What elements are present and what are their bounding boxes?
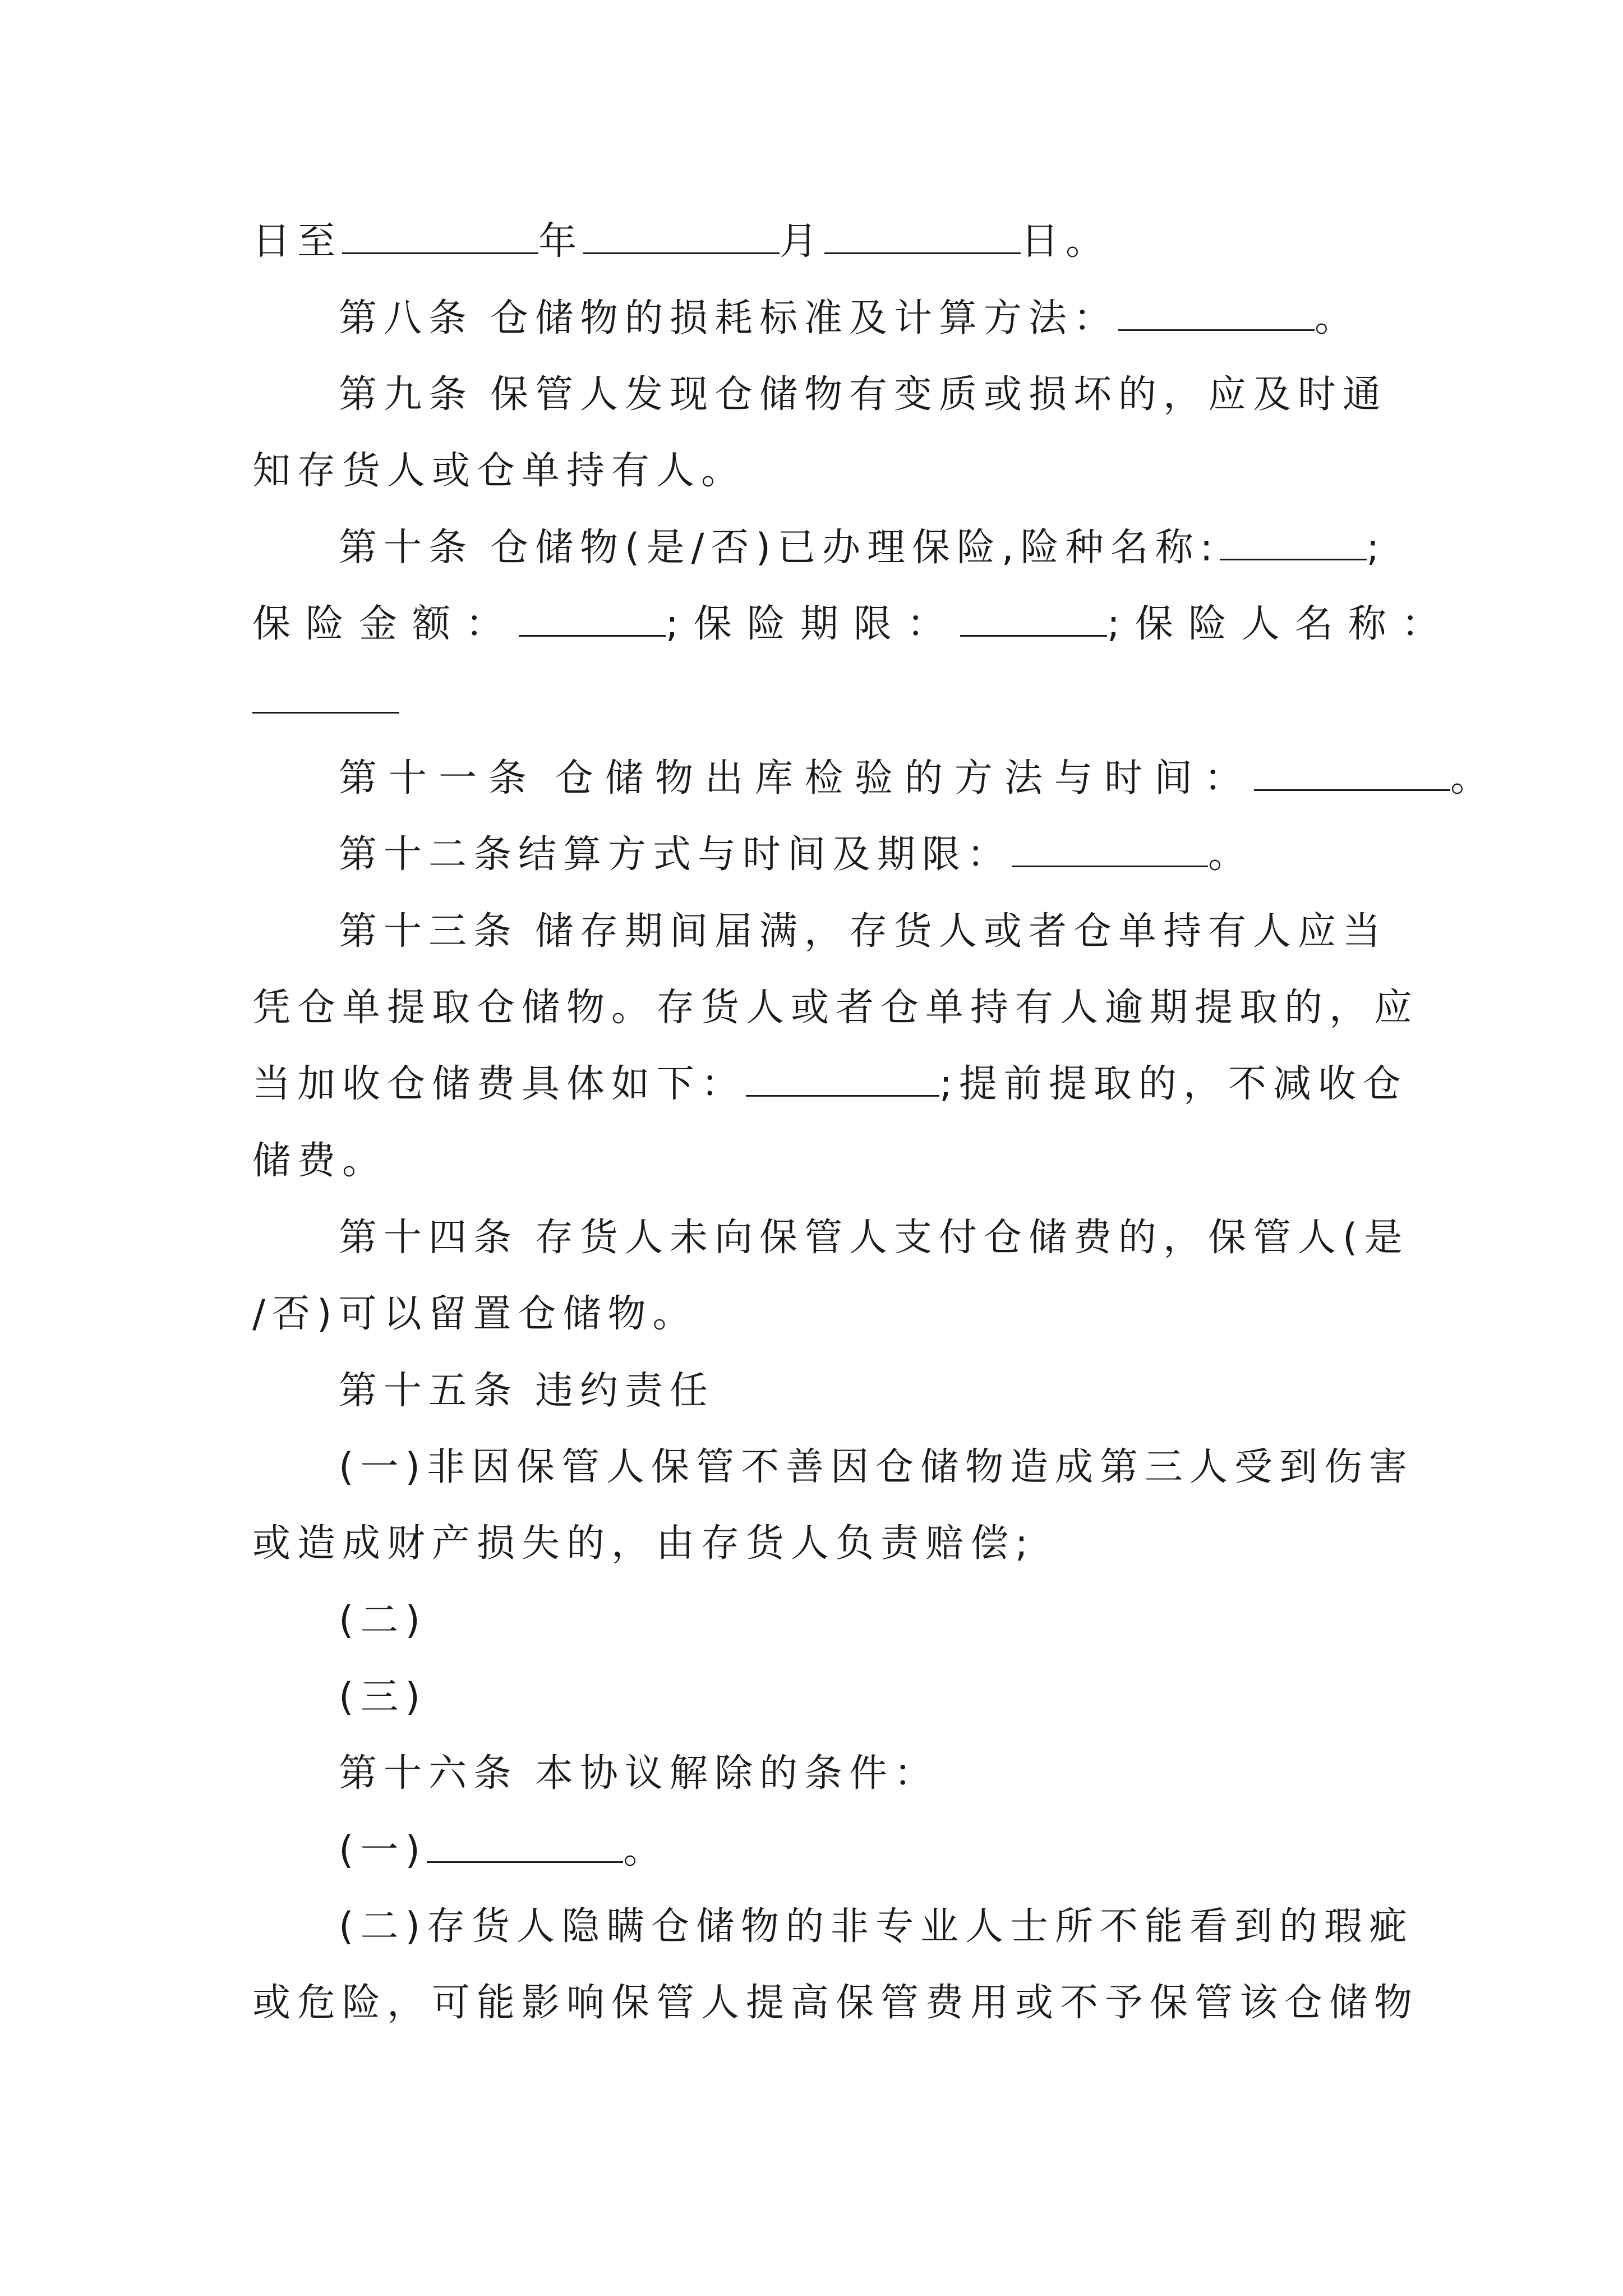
blank-field [824, 223, 1021, 254]
line-text: 月 [780, 219, 825, 264]
text-line [252, 1981, 1419, 2026]
blank-field [519, 606, 666, 637]
clause-line [339, 1598, 427, 1643]
line-text: 。 [1208, 832, 1253, 877]
line-text: 违约责任 [535, 1369, 715, 1413]
line-text: 第十二条结算方式与时间及期限： [339, 832, 1012, 877]
text-line [252, 1062, 1408, 1107]
text-line [252, 1292, 697, 1337]
line-text: 。 [1450, 756, 1501, 800]
article-8-line [339, 296, 1359, 341]
line-text: 存货人未向保管人支付仓储费的，保管人(是 [535, 1216, 1409, 1260]
article-11-line [339, 756, 1500, 801]
line-text: 知存货人或仓单持有人。 [252, 449, 746, 493]
blank-field [583, 223, 780, 254]
article-9-line [339, 372, 1387, 417]
article-12-line [339, 832, 1253, 877]
line-text: ;提前提取的，不减收仓 [939, 1062, 1408, 1106]
text-line [252, 219, 1110, 264]
line-text: ;保险期限： [666, 602, 960, 646]
line-text: 。 [623, 1828, 668, 1872]
blank-field [1220, 530, 1367, 560]
blank-field [252, 683, 399, 714]
article-16-line [339, 1751, 939, 1796]
article-15-line [339, 1369, 714, 1414]
line-text: /否)可以留置仓储物。 [252, 1292, 698, 1336]
blank-field [1118, 300, 1315, 331]
line-text: (二)存货人隐瞒仓储物的非专业人士所不能看到的瑕疵 [339, 1904, 1414, 1949]
clause-line [339, 1828, 668, 1873]
line-text: 储费。 [252, 1139, 388, 1183]
text-line [252, 986, 1419, 1030]
article-14-line [339, 1216, 1409, 1260]
line-text: 仓储物(是/否)已办理保险,险种名称: [490, 526, 1220, 570]
line-text: 本协议解除的条件： [535, 1751, 939, 1796]
line-text: 保险金额： [252, 602, 519, 646]
clause-line [339, 1904, 1414, 1949]
line-text: 保管人发现仓储物有变质或损坏的，应及时通 [490, 372, 1388, 417]
line-text: (二) [339, 1598, 427, 1642]
blank-field [1254, 760, 1450, 791]
blank-field [1012, 836, 1208, 867]
blank-field [746, 1066, 939, 1097]
text-line [252, 679, 399, 724]
line-text: 或造成财产损失的，由存货人负责赔偿; [252, 1521, 1035, 1566]
line-text: 年 [538, 219, 584, 264]
article-number: 第十六条 [339, 1751, 519, 1796]
line-text: (三) [339, 1675, 427, 1719]
line-text: 仓储物出库检验的方法与时间： [555, 756, 1255, 800]
clause-line [339, 1675, 427, 1720]
text-line [252, 1139, 387, 1184]
line-text: ;保险人名称： [1106, 602, 1455, 646]
article-number: 第十一条 [339, 756, 539, 800]
article-number: 第十五条 [339, 1369, 519, 1413]
article-13-line [339, 909, 1387, 954]
article-number: 第八条 [339, 296, 474, 341]
article-number: 第十条 [339, 526, 474, 570]
line-text: 。 [1315, 296, 1360, 341]
line-text: 仓储物的损耗标准及计算方法： [490, 296, 1119, 341]
line-text: ; [1366, 526, 1386, 570]
clause-line [339, 1445, 1414, 1490]
article-number: 第十四条 [339, 1216, 519, 1260]
blank-field [342, 223, 538, 254]
line-text: 日。 [1021, 219, 1111, 264]
article-number: 第十三条 [339, 909, 519, 954]
text-line [252, 602, 1455, 647]
text-line [252, 1521, 1035, 1566]
line-text: 日至 [252, 219, 343, 264]
line-text: 或危险，可能影响保管人提高保管费用或不予保管该仓储物 [252, 1981, 1419, 2025]
article-10-line [339, 526, 1386, 570]
blank-field [960, 606, 1107, 637]
line-text: 储存期间届满，存货人或者仓单持有人应当 [535, 909, 1388, 954]
article-number: 第九条 [339, 372, 474, 417]
line-text: (一)非因保管人保管不善因仓储物造成第三人受到伤害 [339, 1445, 1414, 1489]
blank-field [427, 1832, 623, 1863]
line-text: 当加收仓储费具体如下： [252, 1062, 746, 1106]
text-line [252, 449, 746, 494]
line-text: (一) [339, 1828, 427, 1872]
line-text: 凭仓单提取仓储物。存货人或者仓单持有人逾期提取的，应 [252, 986, 1419, 1030]
